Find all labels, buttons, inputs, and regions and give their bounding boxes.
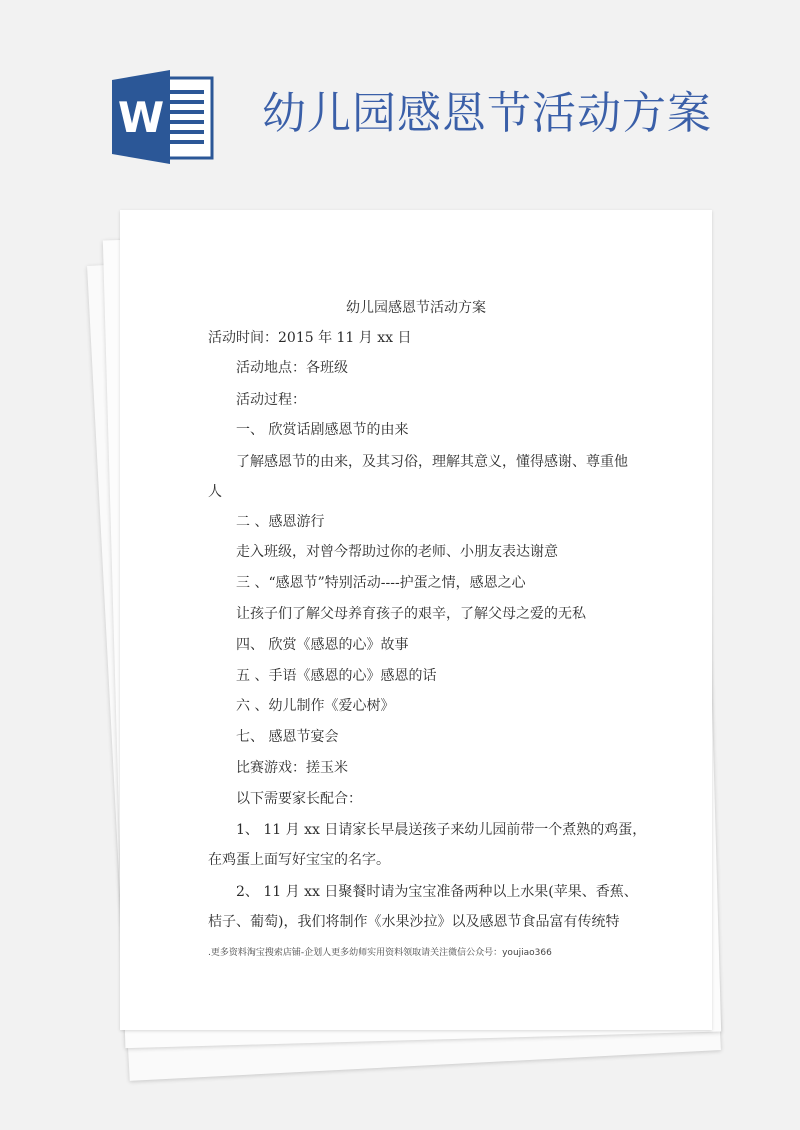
doc-line: 五 、手语《感恩的心》感恩的话 (236, 668, 437, 684)
doc-line: 桔子、葡萄)，我们将制作《水果沙拉》以及感恩节食品富有传统特 (208, 914, 620, 930)
document-title: 幼儿园感恩节活动方案 (346, 300, 486, 316)
doc-line: 以下需要家长配合： (236, 791, 362, 807)
footer-note: .更多资料淘宝搜索店铺-企划人更多幼师实用资料领取请关注微信公众号：youjiao366 (208, 948, 552, 958)
doc-line: 了解感恩节的由来，及其习俗，理解其意义，懂得感谢、尊重他 (236, 454, 628, 470)
page-title: 幼儿园感恩节活动方案 (262, 88, 712, 139)
doc-line: 二 、感恩游行 (236, 514, 325, 530)
doc-line: 一、 欣赏话剧感恩节的由来 (236, 422, 409, 438)
doc-line: 走入班级，对曾今帮助过你的老师、小朋友表达谢意 (236, 544, 558, 560)
doc-line: 四、 欣赏《感恩的心》故事 (236, 637, 409, 653)
doc-line: 三 、“感恩节”特别活动----护蛋之情，感恩之心 (236, 575, 526, 591)
doc-line: 1、 11 月 xx 日请家长早晨送孩子来幼儿园前带一个煮熟的鸡蛋， (236, 822, 647, 838)
doc-line: 活动时间：2015 年 11 月 xx 日 (208, 330, 412, 346)
word-document-icon (110, 68, 216, 166)
document-body (120, 210, 712, 1030)
doc-line: 2、 11 月 xx 日聚餐时请为宝宝准备两种以上水果(苹果、香蕉、 (236, 884, 638, 900)
header (0, 0, 800, 200)
logo-letter: W (117, 93, 165, 142)
doc-line: 在鸡蛋上面写好宝宝的名字。 (208, 852, 390, 868)
doc-line: 活动地点：各班级 (236, 360, 348, 376)
doc-line: 七、 感恩节宴会 (236, 729, 339, 745)
doc-line: 比赛游戏：搓玉米 (236, 760, 348, 776)
document-page (120, 210, 712, 1030)
doc-line: 六 、幼儿制作《爱心树》 (236, 698, 395, 714)
doc-line: 活动过程： (236, 392, 306, 408)
doc-line: 人 (208, 484, 222, 500)
doc-line: 让孩子们了解父母养育孩子的艰辛，了解父母之爱的无私 (236, 606, 586, 622)
